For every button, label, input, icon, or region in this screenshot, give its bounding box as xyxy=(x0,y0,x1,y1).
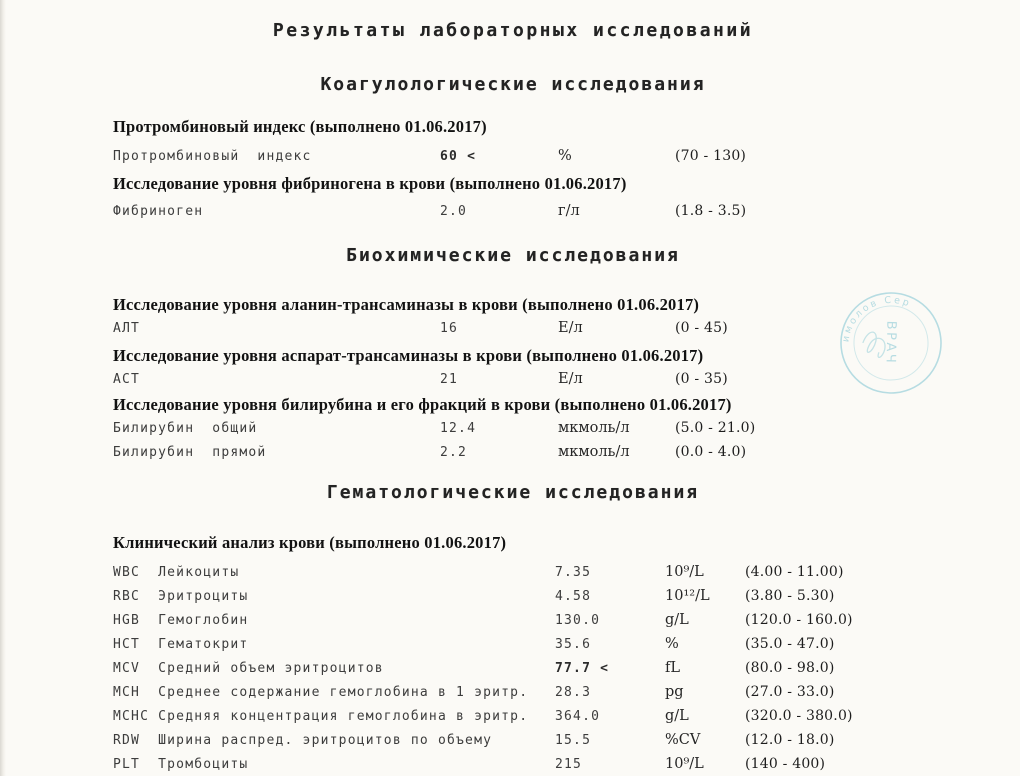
value-number: 15.5 xyxy=(555,733,592,748)
test-name: HGB Гемоглобин xyxy=(113,613,249,628)
test-value xyxy=(555,683,665,702)
test-name: WBC Лейкоциты xyxy=(113,565,240,580)
section-coagulation xyxy=(113,74,913,221)
test-value xyxy=(555,707,665,726)
test-unit: pg xyxy=(665,684,684,700)
stamp-arc-text: имолов Сер xyxy=(840,294,913,344)
result-row-wbc xyxy=(113,563,913,582)
value-number: 4.58 xyxy=(555,589,592,604)
result-row-plt xyxy=(113,755,913,774)
result-row-bilirubin-total xyxy=(113,419,913,438)
reference-range: (5.0 - 21.0) xyxy=(675,420,756,436)
low-flag: < xyxy=(600,661,610,676)
result-row-rbc xyxy=(113,587,913,606)
test-value xyxy=(440,147,558,166)
result-row-hgb xyxy=(113,611,913,630)
test-name: АСТ xyxy=(113,372,141,387)
test-unit: 10⁹/L xyxy=(665,756,704,772)
reference-range: (4.00 - 11.00) xyxy=(745,564,844,580)
scan-edge-artifact xyxy=(0,0,6,776)
result-row-fibrinogen xyxy=(113,202,913,221)
test-unit: мкмоль/л xyxy=(558,444,630,460)
value-number: 2.2 xyxy=(440,445,468,460)
result-row-mcv xyxy=(113,659,913,678)
value-number: 364.0 xyxy=(555,709,601,724)
section-title-hematology: Гематологические исследования xyxy=(326,482,700,503)
section-title-coagulation: Коагулологические исследования xyxy=(320,74,706,95)
low-flag: < xyxy=(467,149,477,164)
test-name: АЛТ xyxy=(113,321,141,336)
value-number: 130.0 xyxy=(555,613,601,628)
test-name: MCHC Средняя концентрация гемоглобина в эритр. xyxy=(113,709,529,724)
reference-range: (120.0 - 160.0) xyxy=(745,612,853,628)
test-unit: 10⁹/L xyxy=(665,564,704,580)
test-value xyxy=(440,419,558,438)
value-number: 28.3 xyxy=(555,685,592,700)
test-value xyxy=(555,563,665,582)
test-unit: g/L xyxy=(665,708,689,724)
value-number: 2.0 xyxy=(440,204,468,219)
value-number: 215 xyxy=(555,757,583,772)
stamp-center-text: ВРАЧ xyxy=(882,320,899,366)
result-row-mchc xyxy=(113,707,913,726)
stamp-signature xyxy=(862,331,886,359)
test-name: Билирубин прямой xyxy=(113,445,267,460)
test-unit: fL xyxy=(665,660,680,676)
result-row-alt xyxy=(113,319,913,338)
test-value xyxy=(555,659,665,678)
reference-range: (3.80 - 5.30) xyxy=(745,588,835,604)
test-name: Протромбиновый индекс xyxy=(113,149,312,164)
test-name: PLT Тромбоциты xyxy=(113,757,249,772)
value-number: 12.4 xyxy=(440,421,477,436)
reference-range: (80.0 - 98.0) xyxy=(745,660,835,676)
result-row-prothrombin-index xyxy=(113,147,913,166)
test-unit: 10¹²/L xyxy=(665,588,710,604)
test-name: Билирубин общий xyxy=(113,421,258,436)
result-row-rdw xyxy=(113,731,913,750)
reference-range: (12.0 - 18.0) xyxy=(745,732,835,748)
section-hematology xyxy=(113,482,913,774)
test-name: Фибриноген xyxy=(113,204,204,219)
value-number: 16 xyxy=(440,321,459,336)
test-name: MCH Среднее содержание гемоглобина в 1 эритр. xyxy=(113,685,529,700)
reference-range: (35.0 - 47.0) xyxy=(745,636,835,652)
test-value xyxy=(555,755,665,774)
section-biochemistry xyxy=(113,245,913,462)
test-value xyxy=(440,443,558,462)
test-unit: мкмоль/л xyxy=(558,420,630,436)
report-content xyxy=(113,0,913,774)
value-number: 77.7 xyxy=(555,661,592,676)
value-number: 21 xyxy=(440,372,459,387)
document-title: Результаты лабораторных исследований xyxy=(272,20,754,41)
test-unit: Е/л xyxy=(558,320,583,336)
test-name: MCV Средний объем эритроцитов xyxy=(113,661,384,676)
reference-range: (27.0 - 33.0) xyxy=(745,684,835,700)
reference-range: (1.8 - 3.5) xyxy=(675,203,747,219)
test-value xyxy=(440,202,558,221)
test-name: RBC Эритроциты xyxy=(113,589,249,604)
doctor-stamp xyxy=(830,281,951,406)
test-value xyxy=(555,587,665,606)
result-row-hct xyxy=(113,635,913,654)
test-group-header: Исследование уровня аланин-трансаминазы в крови (выполнено 01.06.2017) xyxy=(113,295,700,314)
test-unit: %CV xyxy=(665,732,701,748)
test-value xyxy=(555,731,665,750)
test-unit: % xyxy=(558,148,572,164)
test-name: HCT Гематокрит xyxy=(113,637,249,652)
section-title-biochemistry: Биохимические исследования xyxy=(346,245,680,266)
test-unit: g/L xyxy=(665,612,689,628)
test-group-header: Исследование уровня фибриногена в крови (выполнено 01.06.2017) xyxy=(113,174,627,193)
test-group-header: Протромбиновый индекс (выполнено 01.06.2017) xyxy=(113,117,487,136)
value-number: 7.35 xyxy=(555,565,592,580)
reference-range: (320.0 - 380.0) xyxy=(745,708,853,724)
result-row-bilirubin-direct xyxy=(113,443,913,462)
reference-range: (0 - 35) xyxy=(675,371,728,387)
test-value xyxy=(555,635,665,654)
reference-range: (0 - 45) xyxy=(675,320,728,336)
test-value xyxy=(555,611,665,630)
reference-range: (70 - 130) xyxy=(675,148,747,164)
result-row-ast xyxy=(113,370,913,389)
test-unit: г/л xyxy=(558,203,580,219)
reference-range: (140 - 400) xyxy=(745,756,826,772)
value-number: 60 xyxy=(440,149,459,164)
test-unit: Е/л xyxy=(558,371,583,387)
test-group-header: Исследование уровня аспарат-трансаминазы в крови (выполнено 01.06.2017) xyxy=(113,346,704,365)
value-number: 35.6 xyxy=(555,637,592,652)
test-value xyxy=(440,370,558,389)
test-unit: % xyxy=(665,636,679,652)
test-group-header: Исследование уровня билирубина и его фракций в крови (выполнено 01.06.2017) xyxy=(113,395,732,414)
test-value xyxy=(440,319,558,338)
result-row-mch xyxy=(113,683,913,702)
reference-range: (0.0 - 4.0) xyxy=(675,444,747,460)
test-name: RDW Ширина распред. эритроцитов по объему xyxy=(113,733,493,748)
test-group-header: Клинический анализ крови (выполнено 01.06.2017) xyxy=(113,533,507,552)
